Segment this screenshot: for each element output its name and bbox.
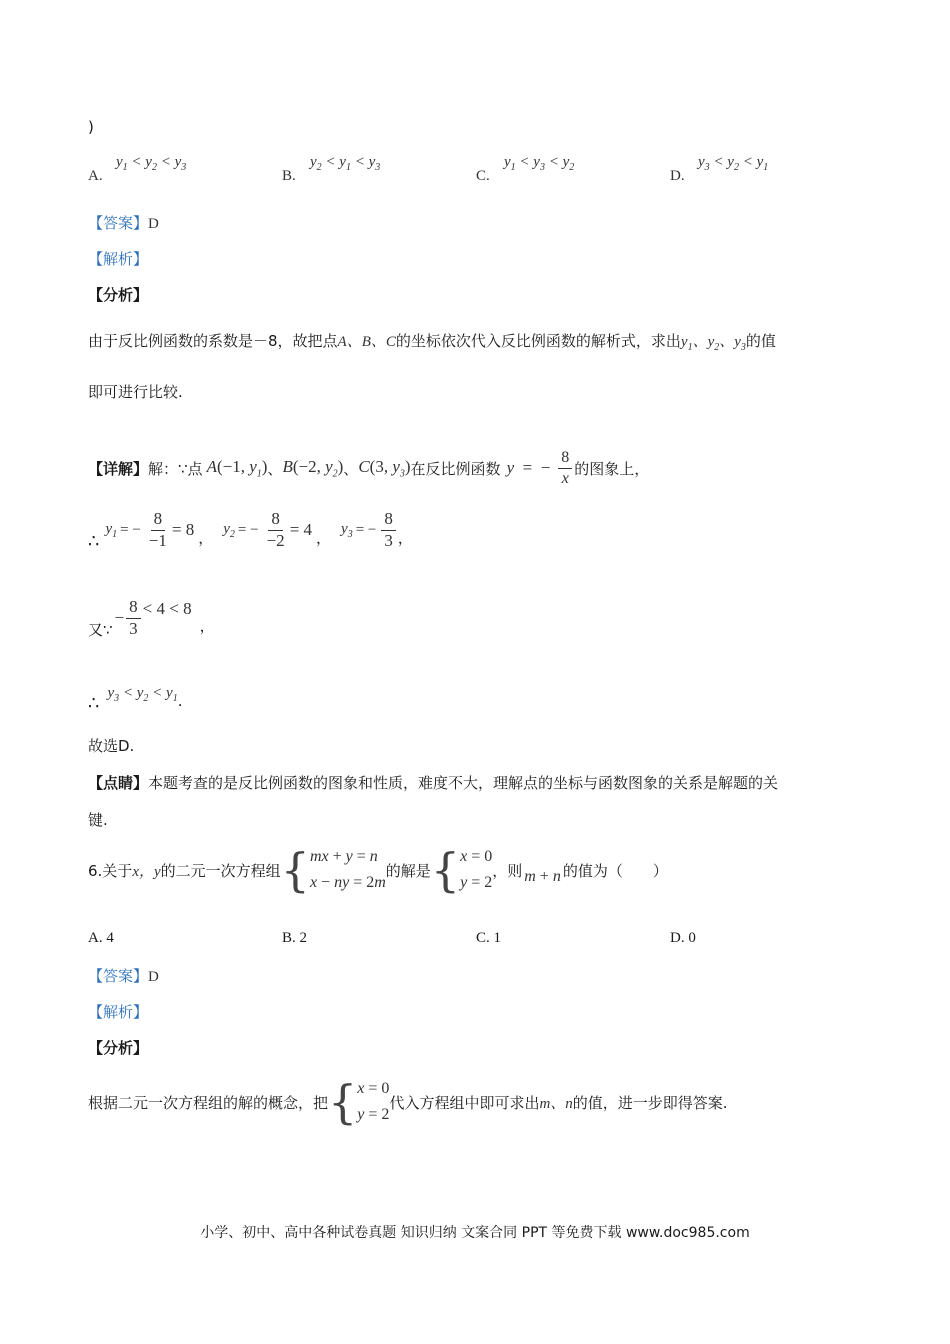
- q6-fenxi-line: [88, 1074, 728, 1130]
- comma: ，: [199, 616, 215, 635]
- solution-y: y = 2: [460, 874, 493, 891]
- answer-value: D: [148, 216, 159, 232]
- q6-answer: [88, 965, 159, 986]
- option-letter: B.: [282, 168, 296, 184]
- therefore-symbol: ∴: [88, 692, 100, 714]
- q6-prefix: 6.关于: [88, 861, 133, 880]
- y2-fraction: $\frac{8}{-2}$: [266, 508, 285, 550]
- option-expression: $y_3 < y_2 < y_1$: [698, 154, 769, 173]
- option-expression: $y_1 < y_2 < y_3$: [116, 154, 187, 173]
- comma: ，: [397, 528, 413, 547]
- point-b: B(−2, $y_2$): [282, 456, 344, 480]
- q6-analysis-tag: 【解析】: [88, 1003, 149, 1021]
- dianjing-tag: 【点睛】: [88, 774, 149, 792]
- fenxi-text-c: 的值: [745, 332, 776, 350]
- q5-options: [88, 152, 868, 192]
- solution-system: [460, 844, 492, 895]
- q6-option-c: C. 1: [476, 930, 502, 946]
- q6-option-a: A. 4: [88, 930, 114, 946]
- q5-dianjing-line2: 键.: [88, 811, 108, 829]
- equation-system: [310, 844, 386, 895]
- minus-sign: −: [114, 608, 125, 627]
- option-letter: C.: [476, 168, 490, 184]
- q6-option-b: B. 2: [282, 930, 308, 946]
- q5-conclusion: 故选D.: [88, 737, 135, 755]
- y2-label: $y_2$: [223, 520, 235, 540]
- answer-tag: 【答案】: [88, 967, 149, 985]
- q6-mid1: 的二元一次方程组: [160, 861, 281, 880]
- detail-prefix: 解：∵点: [148, 459, 203, 478]
- m-plus-n: m + n: [524, 868, 561, 885]
- solution-brace: {: [328, 1075, 358, 1129]
- option-expression: $y_2 < y_1 < y_3$: [310, 154, 381, 173]
- point-c: C(3, $y_3$): [358, 456, 411, 480]
- therefore-symbol: ∴: [88, 530, 100, 552]
- q5-analysis-tag: 【解析】: [88, 250, 149, 268]
- equals-minus: = −: [355, 521, 377, 538]
- comma: ，: [316, 528, 332, 547]
- comma: ，: [198, 528, 214, 547]
- option-expression: $y_1 < y_3 < y_2$: [504, 154, 575, 173]
- answer-value: D: [148, 969, 159, 985]
- y1-value: = 8: [171, 520, 195, 539]
- q5-fenxi-line2: 即可进行比较.: [88, 383, 183, 401]
- function-y: y = −: [506, 458, 551, 477]
- equals-minus: = −: [120, 521, 141, 538]
- answer-tag: 【答案】: [88, 214, 149, 232]
- point-a: A(−1, $y_1$): [206, 456, 268, 480]
- fenxi-vars: m、n: [539, 1095, 573, 1112]
- solution-y: y = 2: [357, 1106, 390, 1123]
- period: .: [177, 692, 183, 710]
- q6-end: 的值为（ ）: [562, 861, 668, 880]
- y3-fraction: $\frac{8}{3}$: [381, 510, 396, 550]
- detail-tag: 【详解】: [88, 459, 149, 478]
- fenxi-prefix: 根据二元一次方程组的解的概念，把: [88, 1093, 329, 1112]
- y3-label: $y_3$: [341, 520, 353, 540]
- solution-system: [357, 1076, 389, 1127]
- q6-fenxi-tag: 【分析】: [88, 1039, 149, 1057]
- q5-calc-line: [88, 500, 413, 560]
- q6-stem: [88, 840, 668, 900]
- neg-eight-thirds: $\frac{8}{3}$: [126, 598, 141, 638]
- option-letter: D.: [670, 168, 685, 184]
- detail-mid: 在反比例函数: [410, 459, 501, 478]
- equals-minus: = −: [237, 521, 259, 538]
- fenxi-text: 由于反比例函数的系数是－8，故把点: [88, 332, 338, 350]
- q6-mid3: ，则: [492, 861, 523, 880]
- q5-detail-line: 【详解】 解：∵点 A(−1, $y_1$) 、 B(−2, $y_2$) 、 C(3, $y_3$) 在反比例函数 y = − $\frac{8}{x}$ 的图象上，: [88, 448, 650, 487]
- fenxi-points: A、B、C: [337, 334, 396, 350]
- solution-x: x = 0: [460, 848, 493, 866]
- q6-mid2: 的解是: [385, 861, 431, 880]
- result-expression: $y_3 < y_2 < y_1$: [107, 684, 178, 704]
- dianjing-text: 本题考查的是反比例函数的图象和性质，难度不大，理解点的坐标与函数图象的关系是解题的关: [148, 774, 779, 792]
- y2-value: = 4: [289, 520, 313, 539]
- equation-1: mx + y = n: [309, 848, 378, 866]
- fenxi-text-b: 的坐标依次代入反比例函数的解析式，求出: [395, 332, 681, 350]
- page-footer: 小学、初中、高中各种试卷真题 知识归纳 文案合同 PPT 等免费下载 www.doc985.com: [200, 1225, 750, 1241]
- equation-2: x − ny = 2m: [309, 874, 386, 891]
- fenxi-y-values: $y_1$、$y_2$、$y_3$: [680, 334, 746, 353]
- compare-expression: < 4 < 8: [142, 599, 192, 618]
- detail-end: 的图象上，: [574, 459, 650, 478]
- closing-parenthesis: ): [88, 118, 94, 136]
- q5-compare-line: [88, 588, 215, 648]
- q5-dianjing: [88, 772, 778, 793]
- q6-option-d: D. 0: [670, 930, 696, 946]
- y1-fraction: $\frac{8}{-1}$: [148, 508, 167, 550]
- q5-result-line: [88, 674, 182, 714]
- q5-fenxi-tag: 【分析】: [88, 286, 149, 304]
- system-brace: {: [280, 843, 310, 897]
- fenxi-suffix: 代入方程组中即可求出: [389, 1093, 540, 1112]
- q5-fenxi-line1: [88, 330, 776, 353]
- solution-x: x = 0: [357, 1080, 390, 1098]
- function-fraction: $\frac{8}{x}$: [558, 449, 572, 487]
- also-because: 又∵: [88, 620, 113, 639]
- solution-brace: {: [430, 843, 461, 897]
- y1-label: $y_1$: [105, 520, 118, 540]
- q5-answer: [88, 212, 159, 233]
- option-letter: A.: [88, 168, 103, 184]
- fenxi-end: 的值，进一步即得答案.: [572, 1093, 728, 1112]
- q6-vars: x，y: [132, 863, 161, 880]
